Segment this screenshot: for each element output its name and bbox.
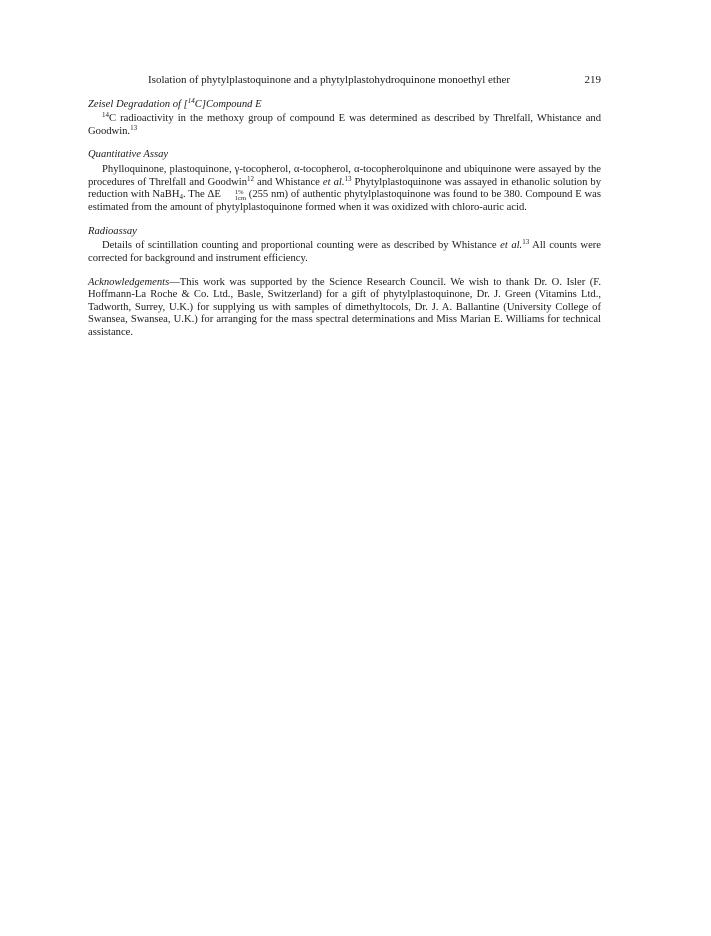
section-heading: Quantitative Assay [88,149,169,161]
citation-ref: 13 [130,123,138,132]
citation-ref: 12 [247,174,255,183]
running-title: Isolation of phytylplastoquinone and a phytylplastohydroquinone monoethyl ether [148,74,511,86]
citation-ref: 13 [522,238,530,247]
journal-page [88,74,601,351]
section-quantitative-assay [88,149,601,214]
section-acknowledgements [88,277,601,340]
citation-ref: 13 [344,174,352,183]
paragraph: Details of scintillation counting and proportional counting were as described by Whistance et al.$^{13}$ All counts were corrected for background and instrument efficiency. [88,238,602,264]
section-heading: Zeisel Degradation of [$^{14}$C]Compound E [88,96,262,110]
running-head [88,74,601,87]
page-number: 219 [584,74,601,86]
paragraph: $^{14}$C radioactivity in the methoxy group of compound E was determined as described by Threlfall, Whistance and Goodwin.$^{13}$ [88,111,601,137]
paragraph: Phylloquinone, plastoquinone, γ-tocopherol, α-tocopherol, α-tocopherolquinone and ubiquinone were assayed by the procedures of Threlfall and Goodwin$^{12}$ and Whistance et al.$^{13}$ Phytylplastoquinone was assayed in ethanolic solution by reduction with NaBH$_4$. The ΔE 1% 1cm (255 nm) of authentic phytylplastoquinone was found to be 380. Compound E was estimated from the amount of phytylplastoquinone formed when it was oxidized with chloro-auric acid. [88,163,602,214]
section-radioassay [88,226,601,266]
section-heading: Radioassay [88,225,137,237]
acknowledgements-paragraph: Acknowledgements—This work was supported by the Science Research Council. We wish to thank Dr. O. Isler (F. Hoffmann-La Roche & Co. Ltd., Basle, Switzerland) for a gift of phytylplastoquinone, Dr. J. Green (Vitamins Ltd., Tadworth, Surrey, U.K.) for supplying us with samples of dimethyltocols, Dr. J. A. Ballantine (University College of Swansea, Swansea, U.K.) for arranging for the mass spectral determinations and Miss Marian E. Williams for technical assistance. [88,276,601,338]
section-zeisel-degradation [88,96,601,139]
acknowledgements-label: Acknowledgements [88,276,170,288]
extinction-coefficient-fraction: 1% 1cm [234,189,247,203]
